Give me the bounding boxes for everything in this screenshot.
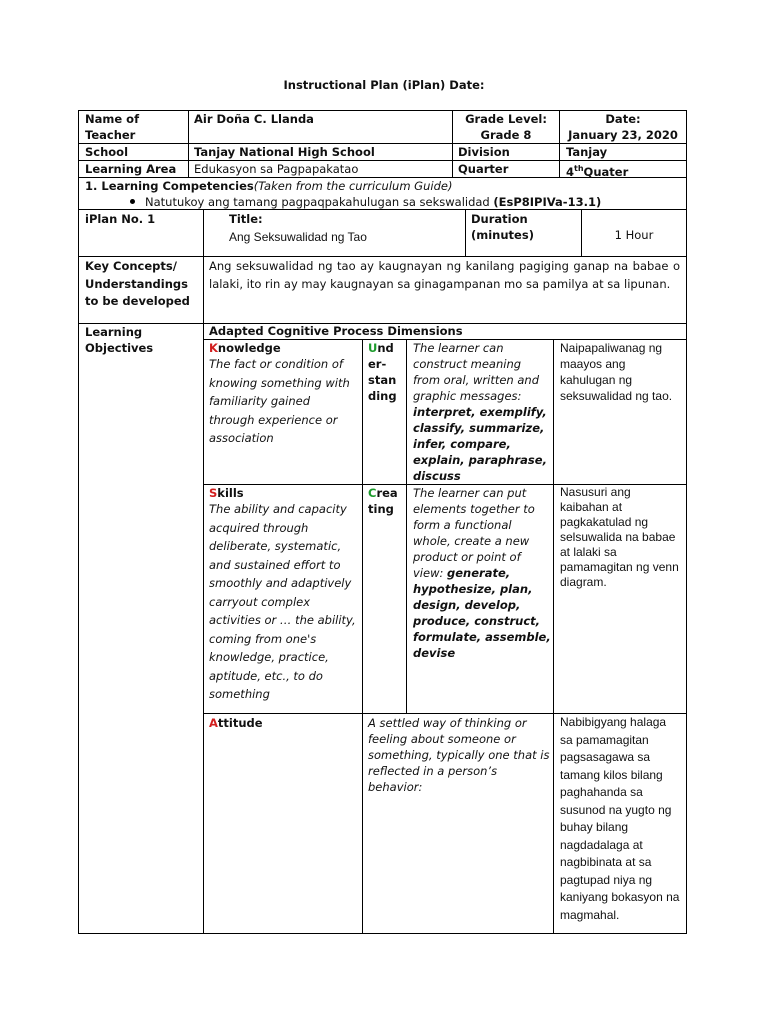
key-concepts-label: Key Concepts/ Understandings to be developed (85, 259, 190, 308)
iplan-number: iPlan No. 1 (85, 212, 156, 226)
creating-description: The learner can put elements together to form a functional whole, create a new product or point of view: generate, hypothesize, plan, design, develop, produce, construct, formulate, assemble, devise (413, 486, 551, 660)
teacher-name-value: Air Doña C. Llanda (194, 112, 314, 126)
table-rule (465, 209, 466, 256)
table-rule (362, 339, 363, 933)
quarter-word: Quater (583, 164, 629, 179)
table-border-left (78, 110, 79, 934)
learning-competencies-label: 1. Learning Competencies (85, 179, 254, 193)
competency-item (130, 194, 680, 210)
duration-value: 1 Hour (614, 228, 654, 242)
duration-label: Duration (minutes) (471, 212, 534, 242)
bullet-icon (130, 199, 135, 204)
table-border-bottom (78, 933, 687, 934)
creating-dimension (368, 485, 404, 517)
understanding-description: The learner can construct meaning from oral, written and graphic messages: interpret, exemplify, classify, summarize, infer, compare, explain, paraphrase, discuss (413, 341, 547, 483)
table-rule (188, 110, 189, 177)
table-rule (203, 209, 204, 933)
attitude-rest: ttitude (217, 716, 263, 730)
iplan-title-label: Title: (229, 212, 263, 226)
key-concepts-text: Ang seksuwalidad ng tao ay kaugnayan ng kanilang pagiging ganap na babae o lalaki, ito rin ay may kaugnayan sa ginagampanan mo sa pamilya at sa lipunan. (209, 259, 680, 291)
teacher-name-label: Name of Teacher (85, 112, 140, 142)
understanding-dimension (368, 340, 404, 404)
table-border-right (686, 110, 687, 934)
school-label: School (85, 145, 129, 159)
attitude-initial: A (209, 716, 218, 730)
understanding-rest: nd er-stan ding (368, 341, 397, 403)
understanding-desc: The learner can construct meaning from oral, written and graphic messages (413, 341, 539, 403)
understanding-verbs: interpret, exemplify, classify, summarize, infer, compare, explain, paraphrase, discuss (413, 405, 547, 483)
iplan-title-value: Ang Seksuwalidad ng Tao (229, 230, 367, 244)
date-label: Date: (605, 112, 641, 126)
school-value: Tanjay National High School (194, 145, 375, 159)
cognitive-dimensions-header: Adapted Cognitive Process Dimensions (209, 324, 463, 338)
learning-area-value: Edukasyon sa Pagpapakatao (194, 162, 359, 176)
learning-area-label: Learning Area (85, 162, 177, 176)
attitude-objective: Nabibigyang halaga sa pamamagitan pagsasagawa sa tamang kilos bilang paghahanda sa susunod na yugto ng buhay bilang nagdadalaga at nagbibinata at sa pagtupad niya ng kaniyang bokasyon na magmahal. (560, 715, 680, 922)
attitude-definition: A settled way of thinking or feeling about someone or something, typically one that is reflected in a person’s behavior: (368, 716, 550, 794)
table-rule (553, 339, 554, 933)
competency-text: Natutukoy ang tamang pagpaqpakahulugan sa sekswalidad (145, 195, 494, 209)
skills-objective: Nasusuri ang kaibahan at pagkakatulad ng selsuwalida na babae at lalaki sa pamamagitan ng venn diagram. (560, 485, 679, 589)
knowledge-definition: The fact or condition of knowing something with familiarity gained through experience or association (209, 357, 350, 445)
knowledge-heading (209, 340, 281, 356)
skills-initial: S (209, 486, 218, 500)
learning-objectives-label: Learning Objectives (85, 325, 154, 355)
creating-rest: rea ting (368, 486, 398, 516)
division-value: Tanjay (566, 145, 608, 159)
knowledge-objective: Naipapaliwanag ng maayos ang kahulugan ng seksuwalidad ng tao. (560, 341, 673, 403)
learning-competencies-heading (85, 178, 675, 194)
document-title: Instructional Plan (iPlan) Date: (283, 78, 485, 92)
knowledge-rest: nowledge (217, 341, 281, 355)
quarter-label: Quarter (458, 162, 509, 176)
knowledge-initial: K (209, 341, 218, 355)
table-rule (78, 256, 687, 257)
skills-definition: The ability and capacity acquired through deliberate, systematic, and sustained effort to smoothly and adaptively carryout complex activities or … the ability, coming from one's knowledge, practice, aptitude, etc., to do something (209, 502, 356, 701)
quarter-suffix: th (574, 164, 584, 173)
learning-competencies-note: (Taken from the curriculum Guide) (253, 179, 453, 193)
competency-code: (EsP8IPIVa-13.1) (493, 195, 602, 209)
grade-level-label: Grade Level: (465, 112, 547, 126)
creating-desc: The learner can put elements together to form a functional whole, create a new product or point of view (413, 486, 535, 580)
date-value: January 23, 2020 (568, 128, 678, 142)
creating-verbs: generate, hypothesize, plan, design, develop, produce, construct, formulate, assemble, devise (413, 566, 551, 660)
table-rule (406, 339, 407, 713)
creating-initial: C (368, 486, 377, 500)
quarter-number: 4 (566, 164, 575, 179)
skills-rest: kills (217, 486, 244, 500)
attitude-heading (209, 715, 263, 731)
quarter-value (566, 161, 628, 180)
grade-level-value: Grade 8 (480, 128, 532, 142)
skills-heading (209, 485, 244, 501)
understanding-initial: U (368, 341, 378, 355)
division-label: Division (458, 145, 510, 159)
